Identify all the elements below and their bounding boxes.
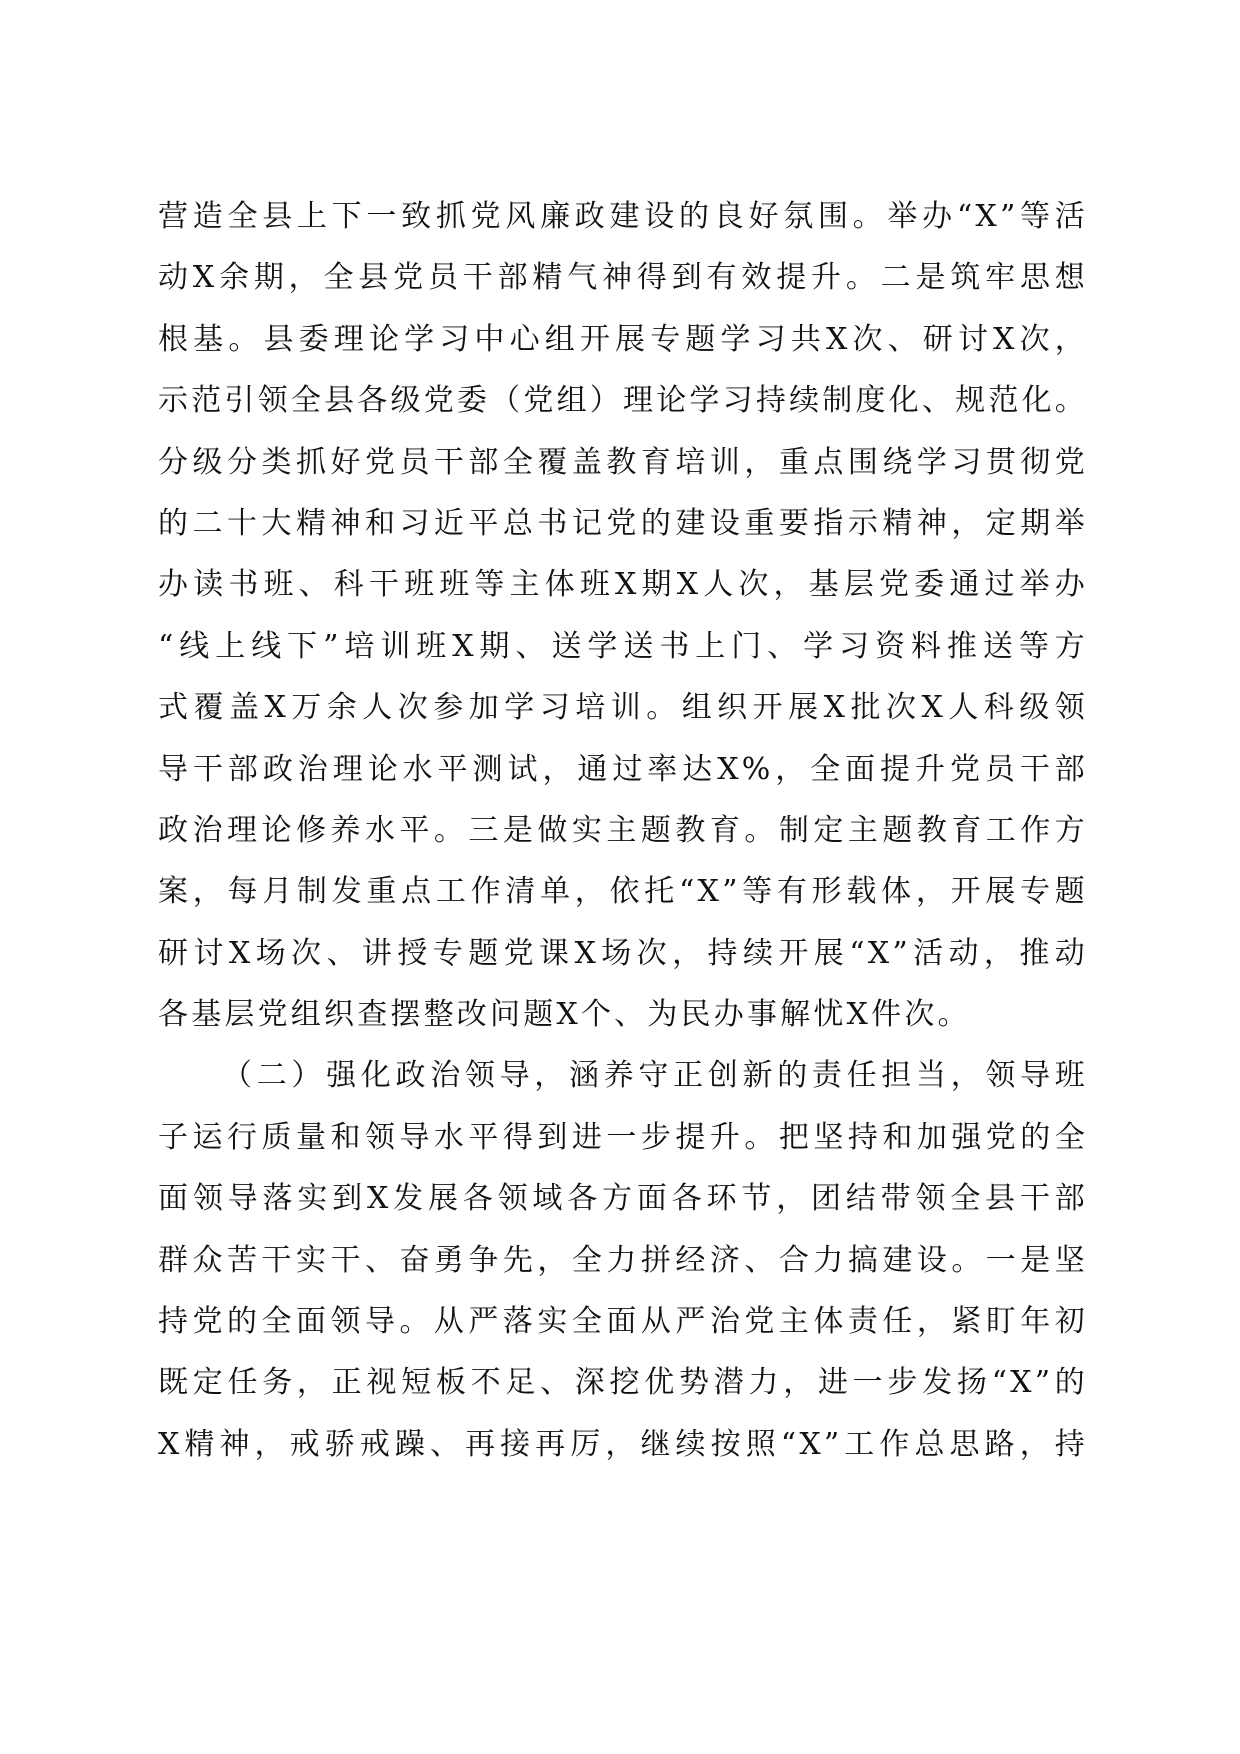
text-line: X精神，戒骄戒躁、再接再厉，继续按照“X”工作总思路，持 — [158, 1426, 1088, 1462]
text-line: 面领导落实到X发展各领域各方面各环节，团结带领全县干部 — [158, 1181, 1088, 1217]
text-line: 根基。县委理论学习中心组开展专题学习共X次、研讨X次， — [158, 321, 1088, 357]
text-line: 分级分类抓好党员干部全覆盖教育培训，重点围绕学习贯彻党 — [158, 444, 1088, 480]
text-line: 营造全县上下一致抓党风廉政建设的良好氛围。举办“X”等活 — [158, 199, 1088, 234]
text-line: 研讨X场次、讲授专题党课X场次，持续开展“X”活动，推动 — [158, 935, 1088, 971]
text-line: 办读书班、科干班班等主体班X期X人次，基层党委通过举办 — [158, 567, 1088, 603]
text-line: 导干部政治理论水平测试，通过率达X%，全面提升党员干部 — [158, 751, 1088, 787]
body-text — [158, 186, 1088, 1475]
text-line: 各基层党组织查摆整改问题X个、为民办事解忧X件次。 — [158, 997, 971, 1033]
text-line: 持党的全面领导。从严落实全面从严治党主体责任，紧盯年初 — [158, 1304, 1088, 1340]
text-line: 群众苦干实干、奋勇争先，全力拼经济、合力搞建设。一是坚 — [158, 1242, 1088, 1278]
text-line: “线上线下”培训班X期、送学送书上门、学习资料推送等方 — [158, 628, 1088, 664]
text-line: 式覆盖X万余人次参加学习培训。组织开展X批次X人科级领 — [158, 690, 1088, 726]
text-line: 子运行质量和领导水平得到进一步提升。把坚持和加强党的全 — [158, 1119, 1088, 1155]
text-line: 既定任务，正视短板不足、深挖优势潜力，进一步发扬“X”的 — [158, 1365, 1088, 1401]
section-heading-line: （二）强化政治领导，涵养守正创新的责任担当，领导班 — [222, 1058, 1088, 1094]
text-line: 示范引领全县各级党委（党组）理论学习持续制度化、规范化。 — [158, 383, 1088, 419]
text-line: 的二十大精神和习近平总书记党的建设重要指示精神，定期举 — [158, 505, 1088, 541]
text-line: 动X余期，全县党员干部精气神得到有效提升。二是筑牢思想 — [158, 260, 1088, 296]
text-line: 案，每月制发重点工作清单，依托“X”等有形载体，开展专题 — [158, 874, 1088, 910]
text-line: 政治理论修养水平。三是做实主题教育。制定主题教育工作方 — [158, 812, 1088, 848]
